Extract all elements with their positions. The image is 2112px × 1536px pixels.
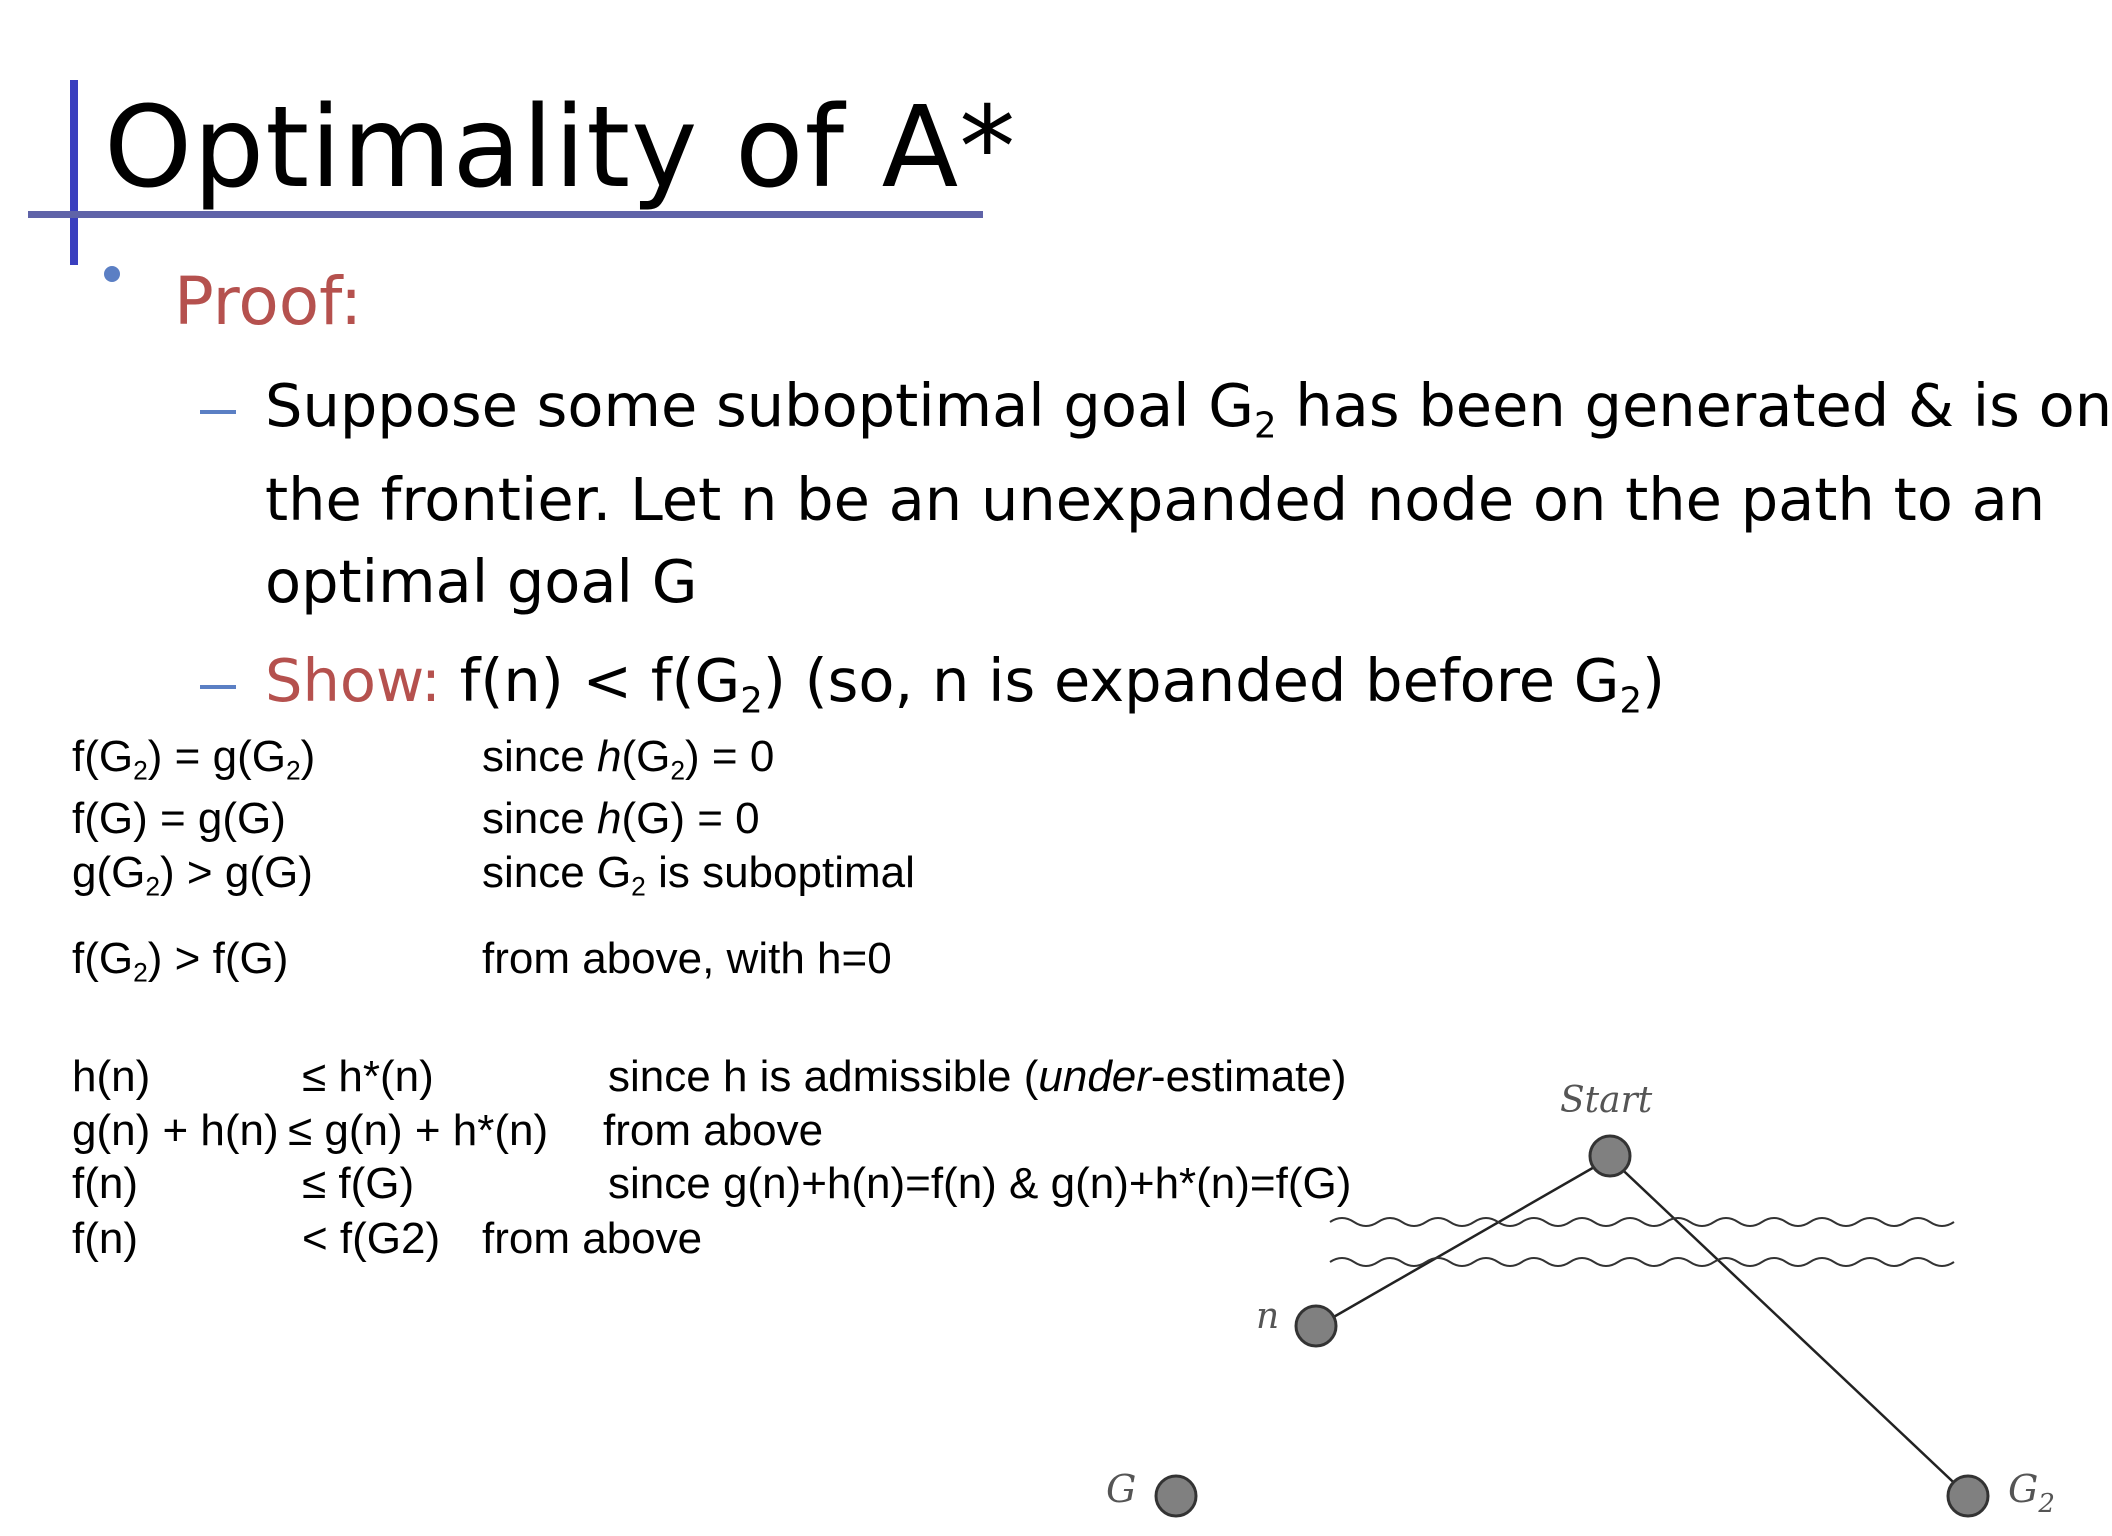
- text-segment: since: [482, 732, 597, 781]
- derivation2-row-2-c: from above: [603, 1106, 824, 1155]
- subscript: 2: [631, 871, 646, 902]
- text-segment: ): [1642, 646, 1666, 715]
- g2-subscript: 2: [2038, 1489, 2055, 1519]
- node-g2: [1948, 1476, 1988, 1516]
- wavy-line-upper: [1330, 1218, 1954, 1226]
- derivation2-row-4-a: f(n): [72, 1214, 138, 1263]
- g-label: G: [1106, 1467, 1137, 1511]
- subscript: 2: [133, 755, 148, 786]
- g2-letter: G: [2008, 1467, 2039, 1511]
- show-label: Show:: [265, 646, 441, 715]
- edge-start-to-g2: [1610, 1158, 1968, 1496]
- slide-title: Optimality of A*: [104, 83, 1017, 213]
- node-g: [1156, 1476, 1196, 1516]
- text-segment: ) > f(G): [147, 934, 289, 983]
- text-segment: since G: [482, 848, 632, 897]
- text-segment: f(G: [72, 934, 134, 983]
- text-segment: ): [300, 732, 316, 781]
- derivation2-row-2-b: ≤ g(n) + h*(n): [288, 1106, 549, 1155]
- derivation2-row-2-a: g(n) + h(n): [72, 1106, 279, 1155]
- edge-start-to-n: [1318, 1158, 1610, 1326]
- subscript: 2: [1254, 405, 1277, 447]
- subscript: 2: [670, 755, 686, 786]
- sub-bullet-1-line-2: the frontier. Let n be an unexpanded node on the path to an: [265, 465, 2046, 534]
- sub-bullet-1-line-3: optimal goal G: [265, 547, 698, 616]
- subscript: 2: [1619, 680, 1642, 722]
- derivation2-row-3-b: ≤ f(G): [302, 1159, 415, 1208]
- italic-h: h: [596, 794, 622, 843]
- derivation2-row-4-c: from above: [482, 1214, 703, 1263]
- text-segment: has been generated & is on: [1276, 371, 2112, 440]
- derivation1-row-4-rhs: from above, with h=0: [482, 934, 892, 983]
- text-segment: is suboptimal: [645, 848, 915, 897]
- derivation1-row-2-lhs: f(G) = g(G): [72, 794, 286, 843]
- text-segment: ) = 0: [685, 732, 775, 781]
- text-segment: f(n) < f(G: [440, 646, 741, 715]
- text-segment: ) (so, n is expanded before G: [762, 646, 1620, 715]
- text-segment: -estimate): [1150, 1052, 1347, 1101]
- g2-label: [2008, 1467, 2055, 1519]
- text-segment: f(G: [72, 732, 134, 781]
- subscript: 2: [133, 957, 148, 988]
- text-segment: g(G: [72, 848, 146, 897]
- n-label: n: [1256, 1296, 1280, 1337]
- text-segment: since h is admissible (: [608, 1052, 1039, 1101]
- derivation2-row-3-c: since g(n)+h(n)=f(n) & g(n)+h*(n)=f(G): [608, 1159, 1352, 1208]
- proof-heading: Proof:: [174, 263, 363, 340]
- derivation2-row-4-b: < f(G2): [302, 1214, 441, 1263]
- text-segment: (G) = 0: [621, 794, 760, 843]
- derivation2-row-1-a: h(n): [72, 1052, 151, 1101]
- node-n: [1296, 1306, 1336, 1346]
- subscript: 2: [285, 755, 301, 786]
- derivation2-row-1-b: ≤ h*(n): [302, 1052, 434, 1101]
- text-segment: ) = g(G: [147, 732, 286, 781]
- text-segment: ) > g(G): [160, 848, 313, 897]
- text-segment: (G: [621, 732, 671, 781]
- text-segment: Suppose some suboptimal goal G: [265, 371, 1254, 440]
- start-node: [1590, 1136, 1630, 1176]
- start-label: Start: [1560, 1080, 1653, 1121]
- derivation2-row-3-a: f(n): [72, 1159, 138, 1208]
- text-segment: since: [482, 794, 597, 843]
- italic-under: under: [1038, 1052, 1151, 1101]
- subscript: 2: [740, 680, 763, 722]
- italic-h: h: [596, 732, 622, 781]
- subscript: 2: [145, 871, 161, 902]
